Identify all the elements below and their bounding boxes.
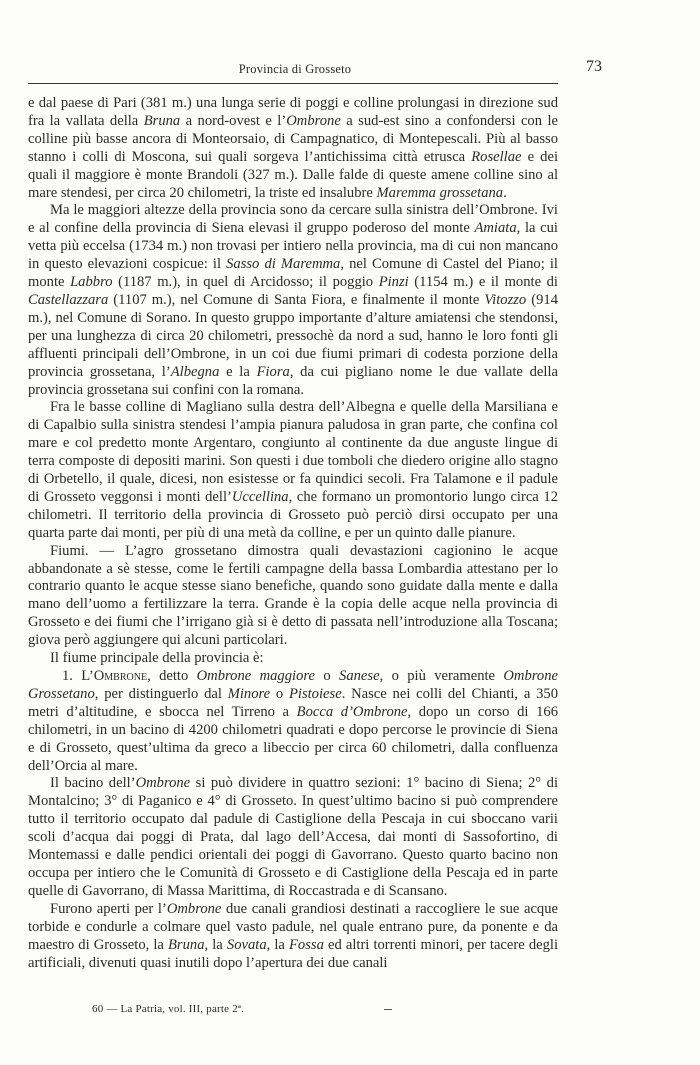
paragraph: Il fiume principale della provincia è: [50,650,264,667]
paragraph: Fiumi. — L’agro grossetano dimostra quali devastazioni cagionino le acque abbandonate a sè stesse, come le fertili campagne della bassa Lombardia attestano per lo contrario quanto le acque stesse siano benefiche, quando sono guidate dalla mente e dalla mano dell’uomo a fertilizzare la terra. Grande è la copia delle acque nella provincia di Grosseto e dei fiumi che l’irrigano già si è detto di passata nell’introduzione alla Toscana; giova però aggiungere qui alcuni particolari. [28,542,558,649]
paragraph: Fra le basse colline di Magliano sulla destra dell’Albegna e quelle della Marsiliana e di Capalbio sulla sinistra stendesi l’ampia pianura paludosa in gran parte, che confina col mare e col predetto monte Argentaro, congiunto al continente da due anguste lingue di terra composte di depositi marini. Son questi i due tomboli che diedero origine allo stagno di Orbetello, il quale, dicesi, non esistesse or fa quindici secoli. Fra Talamone e il padule di Grosseto veggonsi i monti dell’Uccellina, che formano un promontorio lungo circa 12 chilometri. Il territorio della provincia di Grosseto può perciò dirsi occupato per una quarta parte dai monti, per più di una metà da colline, e per un quinto dalle pianure. [28,399,558,541]
paragraph: Furono aperti per l’Ombrone due canali grandiosi destinati a raccogliere le sue acque torbide e condurle a colmare quel vasto padule, nel quale entrano pure, da ponente e da maestro di Grosseto, la Bruna, la Sovata, la Fossa ed altri torrenti minori, per tacere degli artificiali, divenuti quasi inutili dopo l’apertura dei due canali [28,900,559,971]
running-header [28,58,602,80]
paragraph: Il bacino dell’Ombrone si può dividere in quattro sezioni: 1° bacino di Siena; 2° di Montalcino; 3° di Paganico e 4° di Grosseto. In quest’ultimo bacino si può comprendere tutto il territorio occupato dal padule di Castiglione della Pescaja in cui sboccano varii scoli d’acqua dai poggi di Prata, dal lago dell’Accesa, dai monti di Sassofortino, di Montemassi e dalle pendici orientali dei poggi di Gavorrano. Questo quarto bacino non occupa per intiero che le Comunità di Grosseto e di Castiglione della Pescaja ed in parte quelle di Gavorrano, di Massa Marittima, di Roccastrada e di Scansano. [28,775,558,899]
paragraph: 1. L’Ombrone, detto Ombrone maggiore o Sanese, o più veramente Ombrone Grossetano, per distinguerlo dal Minore o Pistoiese. Nasce nei colli del Chianti, a 350 metri d’altitudine, e sbocca nel Tirreno a Bocca d’Ombrone, dopo un corso di 166 chilometri, in un bacino di 4200 chilometri quadrati e dopo percorse le provincie di Siena e di Grosseto, quest’ultima da greco a libeccio per circa 60 chilometri, dalla confluenza dell’Orcia al mare. [28,668,558,774]
paragraph: e dal paese di Pari (381 m.) una lunga serie di poggi e colline prolungasi in direzione sud fra la vallata della Bruna a nord-ovest e l’Ombrone a sud-est sino a confondersi con le colline più basse ancora di Monteorsaio, di Campagnatico, di Montepescali. Più al basso stanno i colli di Moscona, sui quali sorgeva l’antichissima città etrusca Rosellae e dei quali il maggiore è monte Brandoli (327 m.). Dalle falde di queste amene colline sino al mare stendesi, per circa 20 chilometri, la triste ed insalubre Maremma grossetana. [28,95,559,201]
page-number: 73 [586,58,602,75]
footer-dash [384,1009,392,1010]
header-rule [28,83,558,84]
header-title: Provincia di Grosseto [238,62,352,76]
footer-signature: 60 — La Patria, vol. III, parte 2ª. [92,1003,245,1015]
body-text [28,95,558,972]
paragraph: Ma le maggiori altezze della provincia sono da cercare sulla sinistra dell’Ombrone. Ivi e al confine della provincia di Siena elevasi il gruppo poderoso del monte Amiata, la cui vetta più eccelsa (1734 m.) non trovasi per intiero nella provincia, ma di cui non mancano in questo elevazioni cospicue: il Sasso di Maremma, nel Comune di Castel del Piano; il monte Labbro (1187 m.), in quel di Arcidosso; il poggio Pinzi (1154 m.) e il monte di Castellazzara (1107 m.), nel Comune di Santa Fiora, e finalmente il monte Vitozzo (914 m.), nel Comune di Sorano. In questo gruppo importante d’alture amiatensi che stendonsi, per una lunghezza di circa 20 chilometri, pressochè da nord a sud, hanno le loro fonti gli affluenti principali dell’Ombrone, in un coi due fiumi primari di codesta porzione della provincia grossetana, l’Albegna e la Fiora, da cui pigliano nome le due vallate della provincia grossetana sui confini con la romana. [28,202,558,398]
